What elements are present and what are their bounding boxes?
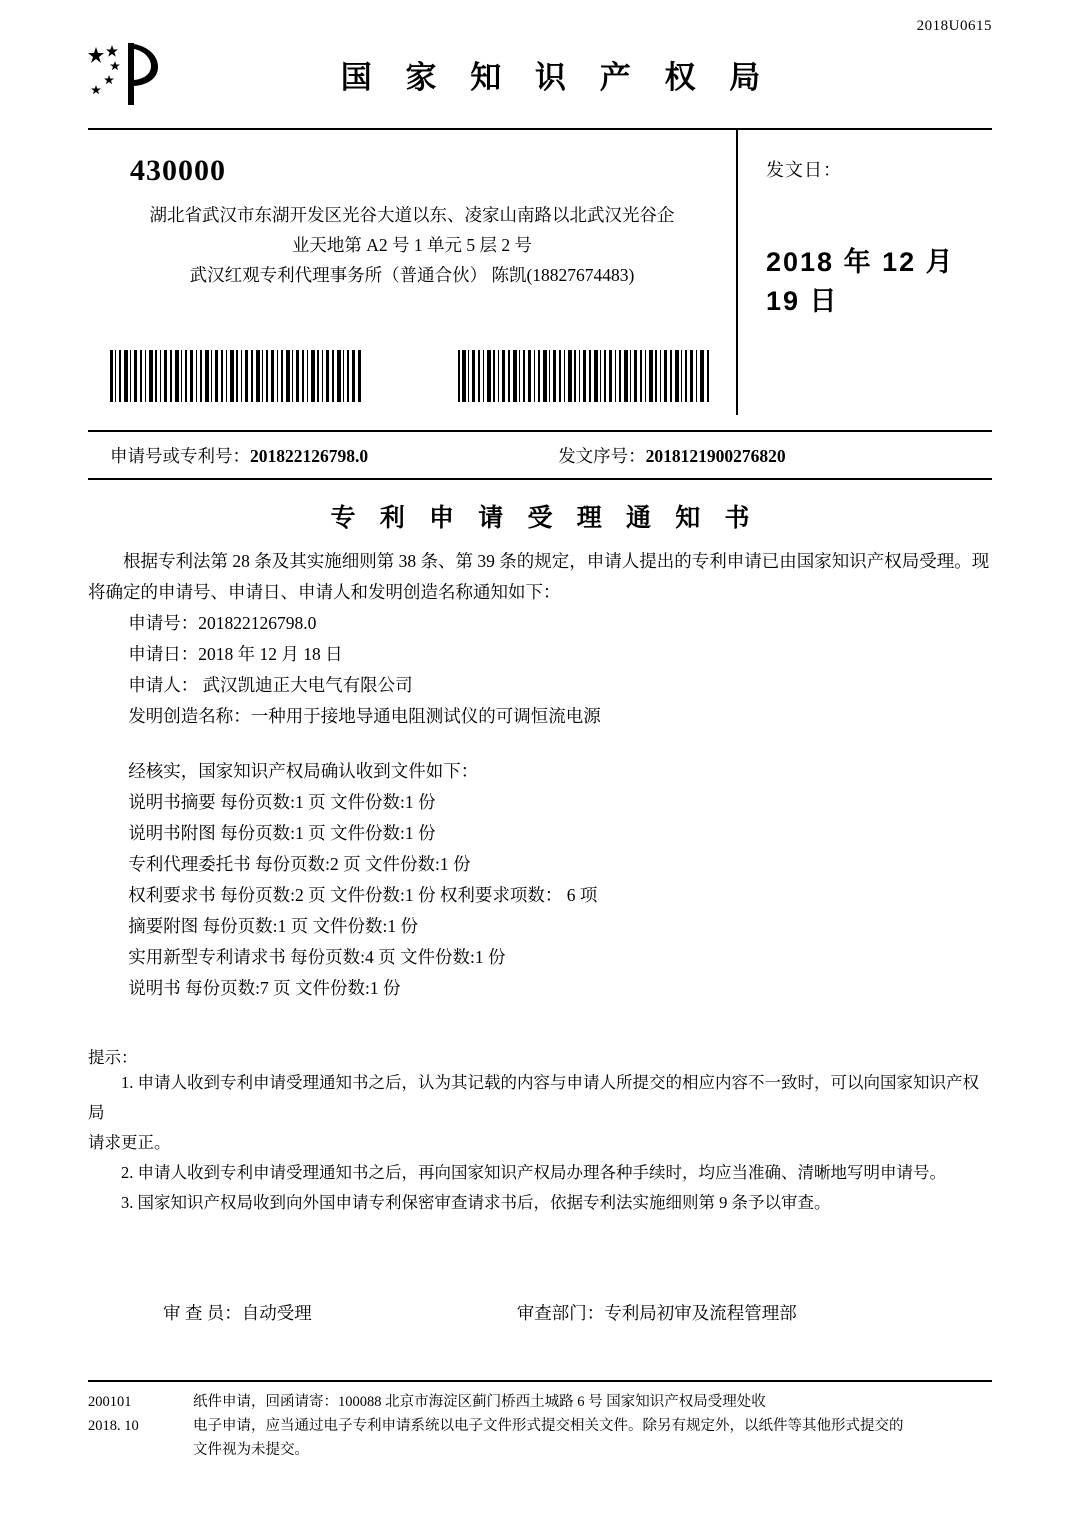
examiner-value: 自动受理 [241,1303,312,1323]
dispatch-number-field [558,443,786,468]
documents-intro: 经核实，国家知识产权局确认收到文件如下： [128,761,479,781]
footer-codes [88,1390,193,1462]
note-text: 3. 国家知识产权局收到向外国申请专利保密审查请求书后，依据专利法实施细则第 9 条予以审查。 [121,1193,831,1212]
numbers-row [88,430,992,480]
examiner-label: 审 查 员： [163,1303,242,1323]
department-field [517,1300,797,1325]
document-item: 说明书 每份页数:7 页 文件份数:1 份 [128,978,401,998]
footer-notes [193,1390,992,1462]
top-code: 2018U0615 [916,18,992,34]
document-item: 摘要附图 每份页数:1 页 文件份数:1 份 [128,916,418,936]
document-title: 专 利 申 请 受 理 通 知 书 [330,505,759,532]
address-line-2: 业天地第 A2 号 1 单元 5 层 2 号 [291,235,533,255]
barcode-dispatch-number [458,350,710,402]
note-item [88,1158,992,1188]
note-item [88,1188,992,1218]
note-text: 1. 申请人收到专利申请受理通知书之后，认为其记载的内容与申请人所提交的相应内容不一致时，可以向国家知识产权局 [88,1073,979,1122]
document-item: 专利代理委托书 每份页数:2 页 文件份数:1 份 [128,854,471,874]
department-label: 审查部门： [516,1303,605,1323]
footer-version: 2018. 10 [88,1418,139,1434]
document-header [88,0,992,120]
document-item: 实用新型专利请求书 每份页数:4 页 文件份数:1 份 [128,947,506,967]
footer-line-2: 电子申请，应当通过电子专利申请系统以电子文件形式提交相关文件。除另有规定外，以纸件等其他形式提交的 [193,1418,904,1434]
spacer [88,732,992,756]
document-footer [88,1380,992,1462]
document-body [88,546,992,1004]
address-block [88,128,992,430]
barcode-application-number [110,350,362,402]
cnipa-emblem-icon [82,41,162,107]
send-date-label: 发文日： [766,160,842,180]
organization-title: 国 家 知 识 产 权 局 [340,59,774,95]
intro-paragraph: 根据专利法第 28 条及其实施细则第 38 条、第 39 条的规定，申请人提出的专利申请已由国家知识产权局受理。现将确定的申请号、申请日、申请人和发明创造名称通知如下： [88,551,990,602]
document-item: 权利要求书 每份页数:2 页 文件份数:1 份 权利要求项数： 6 项 [128,885,598,905]
send-date-value: 2018 年 12 月 19 日 [766,247,955,316]
application-number-label: 申请号或专利号： [110,445,250,466]
application-number-value: 201822126798.0 [250,445,369,466]
field-invention-title: 发明创造名称：一种用于接地导通电阻测试仪的可调恒流电源 [128,706,601,726]
dispatch-date-panel [738,130,992,430]
document-item: 说明书附图 每份页数:1 页 文件份数:1 份 [128,823,436,843]
addressee-panel [88,130,736,430]
barcode-group [110,350,710,402]
footer-line-1: 纸件申请，回函请寄：100088 北京市海淀区蓟门桥西土城路 6 号 国家知识产权局受理处收 [193,1394,766,1410]
dispatch-number-value: 2018121900276820 [645,445,786,466]
postcode: 430000 [130,154,226,187]
address-lines [88,200,736,290]
field-applicant: 申请人： 武汉凯迪正大电气有限公司 [128,675,413,695]
address-line-1: 湖北省武汉市东湖开发区光谷大道以东、凌家山南路以北武汉光谷企 [149,205,675,225]
field-application-number: 申请号：201822126798.0 [128,613,317,633]
footer-code: 200101 [88,1394,132,1410]
examiner-row [88,1300,992,1325]
note-item [88,1068,992,1158]
address-line-3: 武汉红观专利代理事务所（普通合伙） 陈凯(18827674483) [189,265,635,285]
dispatch-number-label: 发文序号： [558,445,646,466]
notes-title: 提示： [88,1048,138,1067]
note-text-cont: 请求更正。 [88,1133,171,1152]
examiner-field [163,1300,312,1325]
note-text: 2. 申请人收到专利申请受理通知书之后，再向国家知识产权局办理各种手续时，均应当准确、清晰地写明申请号。 [121,1163,946,1182]
footer-line-3: 文件视为未提交。 [193,1442,309,1458]
application-number-field [110,443,368,468]
field-application-date: 申请日：2018 年 12 月 18 日 [128,644,343,664]
document-item: 说明书摘要 每份页数:1 页 文件份数:1 份 [128,792,436,812]
department-value: 专利局初审及流程管理部 [604,1303,797,1323]
